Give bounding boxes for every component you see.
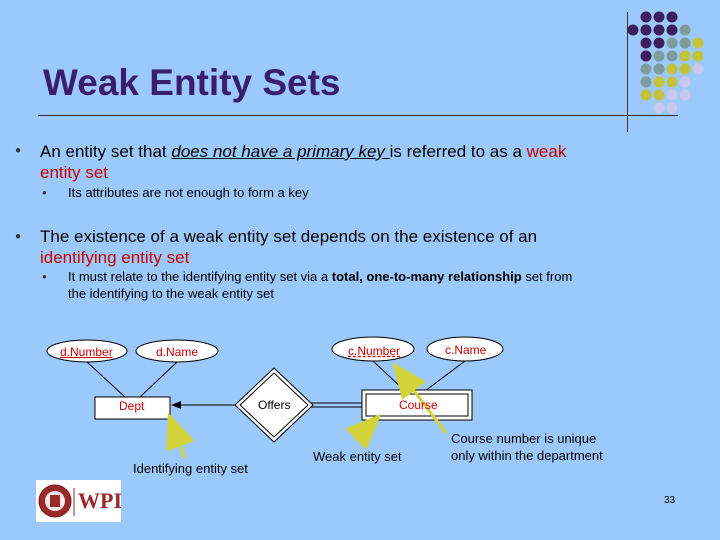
attr-dname-label: d.Name	[156, 345, 199, 359]
bullet-2-sub-bold: total, one-to-many relationship	[331, 269, 522, 284]
course-number-note	[451, 430, 603, 464]
bullet-2-line1: The existence of a weak entity set depends on the existence of an	[40, 227, 538, 246]
bullet-marker-1: ●	[15, 145, 22, 156]
bullet-2-red: identifying entity set	[40, 248, 190, 267]
sub-bullet-marker-2: ●	[42, 272, 47, 281]
attr-cnumber-label: c.Number	[348, 344, 401, 358]
identifying-entity-label: Identifying entity set	[133, 461, 248, 476]
wpi-logo-text: WPI	[78, 488, 122, 513]
bullet-1-red-weak: weak	[526, 142, 567, 161]
bullet-2-sub-a: It must relate to the identifying entity set via a	[68, 269, 332, 284]
slide-title: Weak Entity Sets	[43, 62, 341, 103]
weak-entity-label: Weak entity set	[313, 449, 402, 464]
note-line-1: Course number is unique	[451, 431, 597, 446]
bullet-2-sub-line2: the identifying to the weak entity set	[68, 286, 274, 301]
relationship-offers-label: Offers	[258, 398, 291, 412]
attr-cname-label: c.Name	[445, 343, 487, 357]
bullet-1-underlined: does not have a primary key	[171, 142, 390, 161]
bullet-marker-2: ●	[15, 231, 22, 242]
bullet-1-red-entity-set: entity set	[40, 163, 109, 182]
entity-course-label: Course	[399, 398, 438, 412]
bullet-1-part1: An entity set that	[40, 142, 172, 161]
bullet-2-sub-c: set from	[521, 269, 573, 284]
attr-dnumber-label: d.Number	[60, 345, 113, 359]
page-number: 33	[664, 495, 676, 506]
entity-dept-label: Dept	[119, 399, 145, 413]
wpi-logo	[36, 480, 121, 522]
note-line-2: only within the department	[451, 448, 603, 463]
sub-bullet-marker-1: ●	[42, 188, 47, 197]
bullet-1-part2: is referred to as a	[389, 142, 527, 161]
bullet-1-sub: Its attributes are not enough to form a key	[68, 185, 309, 200]
